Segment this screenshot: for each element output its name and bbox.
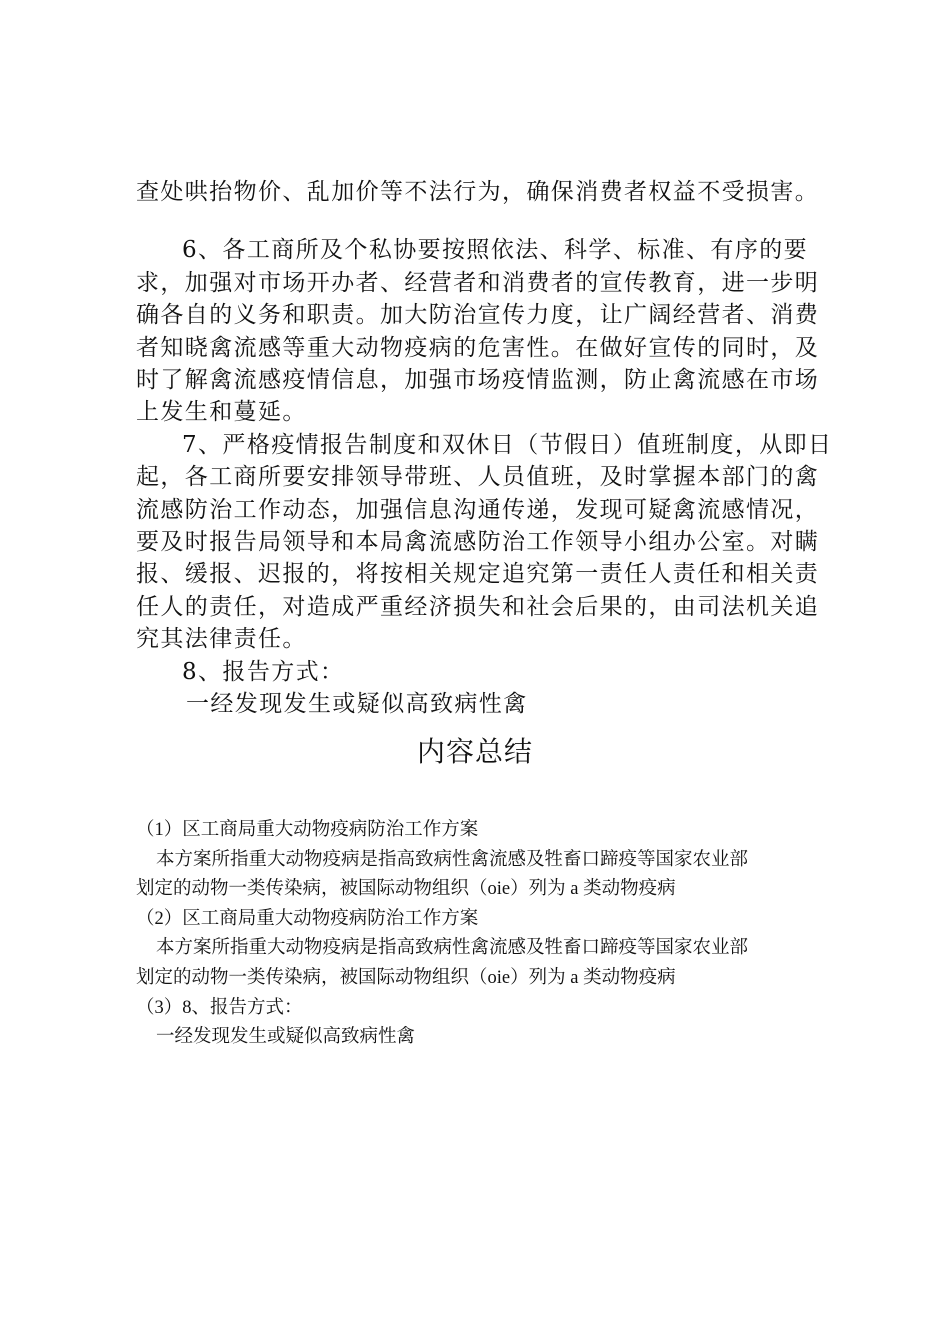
summary-list	[136, 816, 836, 1053]
paragraph-8-detail: 一经发现发生或疑似高致病性禽	[186, 691, 528, 718]
summary-title: 内容总结	[416, 735, 533, 768]
summary-item-2-heading: （2）区工商局重大动物疫病防治工作方案	[136, 908, 479, 929]
continuation-line: 查处哄抬物价、乱加价等不法行为，确保消费者权益不受损害。	[136, 179, 820, 205]
summary-item-3-heading: （3）8、报告方式：	[136, 997, 303, 1018]
summary-item-1-heading: （1）区工商局重大动物疫病防治工作方案	[136, 820, 479, 840]
summary-item-2-text: 本方案所指重大动物疫病是指高致病性禽流感及牲畜口蹄疫等国家农业部	[156, 938, 749, 959]
paragraph-7: 7、严格疫情报告制度和双休日（节假日）值班制度，从即日起，各工商所要安排领导带班、人员值班，及时掌握本部门的禽流感防治工作动态，加强信息沟通传递，发现可疑禽流感情况，要及时报告局领导和本局禽流感防治工作领导小组办公室。对瞒报、缓报、迟报的，将按相关规定追究第一责任人责任和相关责任人的责任，对造成严重经济损失和社会后果的，由司法机关追究其法律责任。	[136, 431, 833, 653]
summary-item-3-text: 一经发现发生或疑似高致病性禽	[156, 1027, 416, 1048]
summary-item-1-text-cont: 划定的动物一类传染病，被国际动物组织（oie）列为 a 类动物疫病	[136, 879, 676, 900]
summary-item-1-text: 本方案所指重大动物疫病是指高致病性禽流感及牲畜口蹄疫等国家农业部	[156, 849, 749, 870]
document-body	[136, 176, 842, 721]
summary-item-2-text-cont: 划定的动物一类传染病，被国际动物组织（oie）列为 a 类动物疫病	[136, 967, 676, 988]
paragraph-6: 6、各工商所及个私协要按照依法、科学、标准、有序的要求，加强对市场开办者、经营者和消费者的宣传教育，进一步明确各自的义务和职责。加大防治宣传力度，让广阔经营者、消费者知晓禽流感等重大动物疫病的危害性。在做好宣传的同时，及时了解禽流感疫情信息，加强市场疫情监测，防止禽流感在市场上发生和蔓延。	[136, 237, 820, 426]
paragraph-gap	[136, 208, 842, 234]
paragraph-8: 8、报告方式：	[182, 658, 345, 685]
